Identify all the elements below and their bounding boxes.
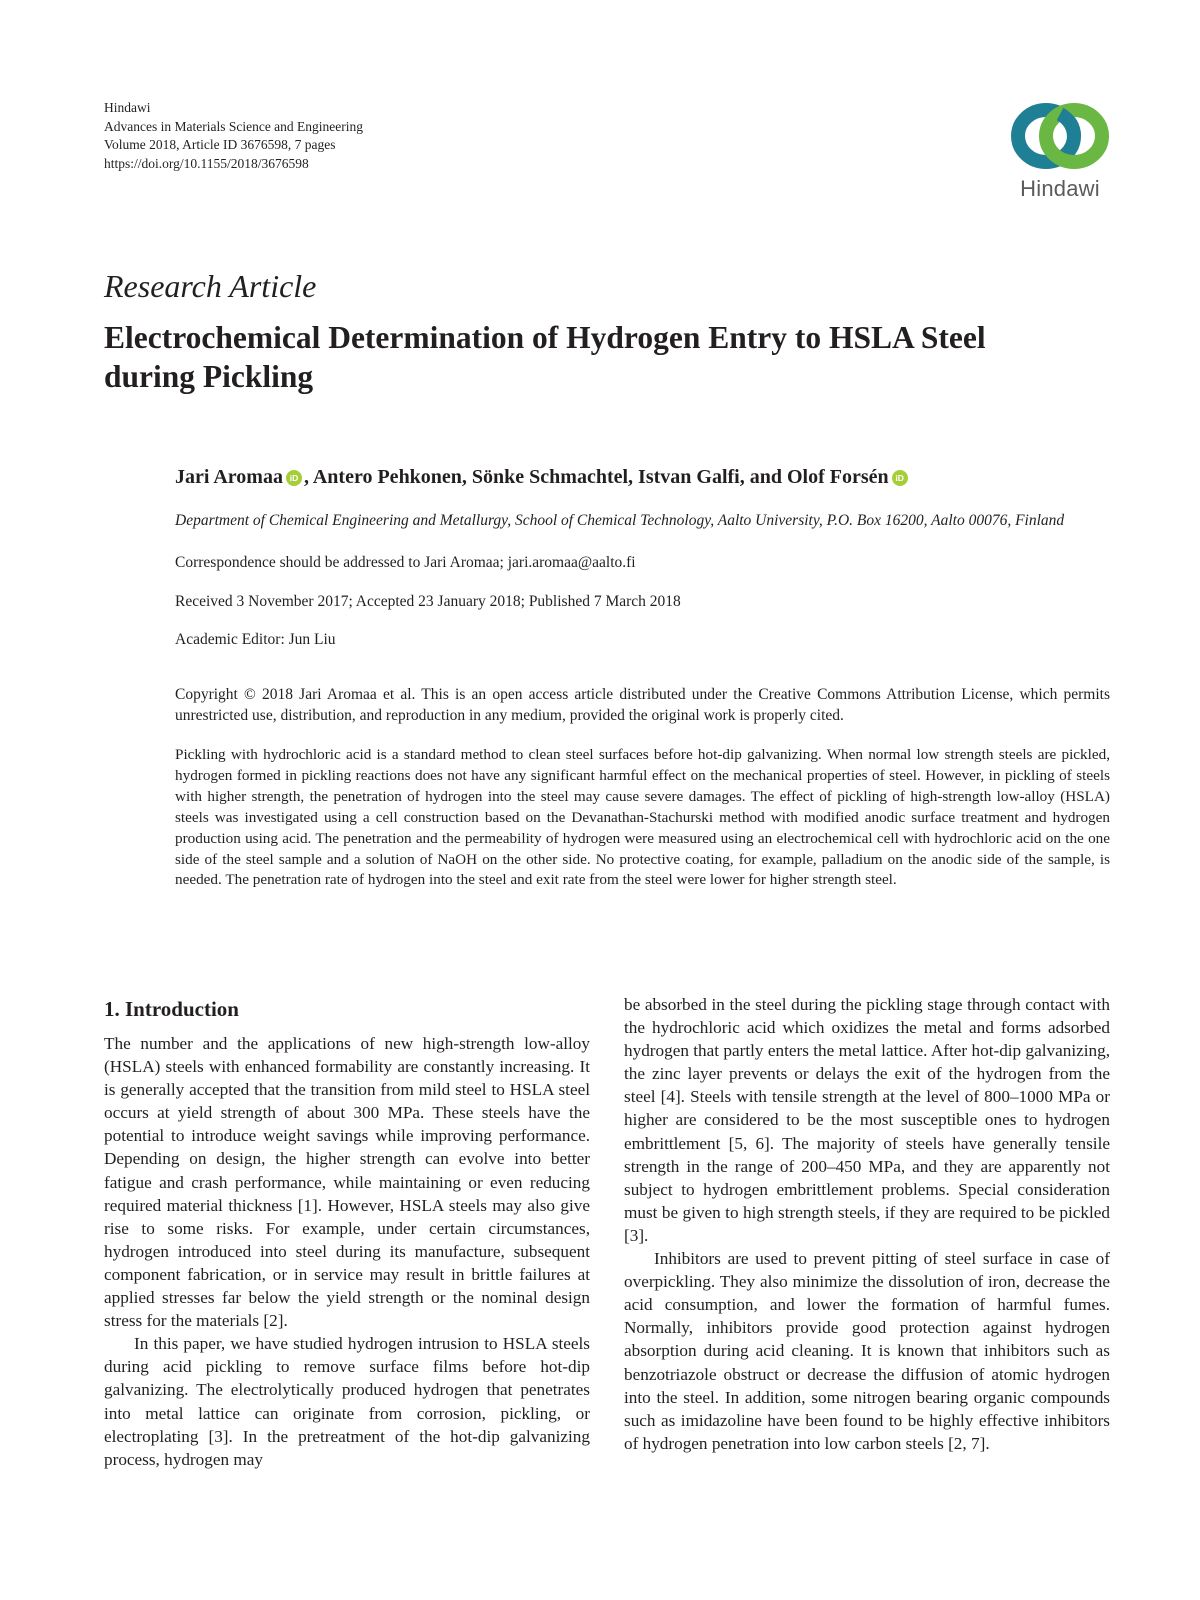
logo-wordmark: Hindawi xyxy=(1020,176,1100,201)
body-paragraph: Inhibitors are used to prevent pitting of steel surface in case of overpickling. They also minimize the dissolution of iron, decrease the acid consumption, and lower the formation of harmful fumes. Normally, inhibitors provide good protection against hydrogen absorption during acid cleaning. It is known that inhibitors such as benzotriazole obstruct or decrease the diffusion of atomic hydrogen into the steel. In addition, some nitrogen bearing organic compounds such as imidazoline have been found to be highly effective inhibitors of hydrogen penetration into low carbon steels [2, 7]. xyxy=(624,1249,1110,1453)
body-paragraph: be absorbed in the steel during the pickling stage through contact with the hydrochloric acid which oxidizes the metal and forms adsorbed hydrogen that partly enters the metal lattice. After hot-dip galvanizing, the zinc layer prevents or delays the exit of the hydrogen from the steel [4]. Steels with tensile strength at the level of 800–1000 MPa or higher are considered to be the most susceptible ones to hydrogen embrittlement [5, 6]. The majority of steels have generally tensile strength in the range of 200–450 MPa, and they are apparently not subject to hydrogen embrittlement problems. Special consideration must be given to high strength steels, if they are required to be pickled [3]. xyxy=(624,995,1110,1245)
publisher-name: Hindawi xyxy=(104,100,151,115)
right-column xyxy=(624,993,1110,1455)
hindawi-logo xyxy=(1004,98,1116,208)
volume-info: Volume 2018, Article ID 3676598, 7 pages xyxy=(104,137,336,152)
orcid-icon[interactable]: iD xyxy=(892,470,908,486)
hindawi-logo-icon xyxy=(1006,98,1114,174)
author-name[interactable]: Olof Forsén xyxy=(786,466,889,488)
author-name[interactable]: Jari Aromaa xyxy=(175,466,283,488)
academic-editor: Academic Editor: Jun Liu xyxy=(175,631,336,648)
copyright-notice: Copyright © 2018 Jari Aromaa et al. This is an open access article distributed under the Creative Commons Attribution License, which permits unrestricted use, distribution, and reproduction in any medium, provided the original work is properly cited. xyxy=(175,686,1110,724)
journal-header xyxy=(104,99,363,173)
correspondence: Correspondence should be addressed to Jari Aromaa; jari.aromaa@aalto.fi xyxy=(175,554,636,571)
left-column xyxy=(104,1032,590,1471)
publication-dates: Received 3 November 2017; Accepted 23 January 2018; Published 7 March 2018 xyxy=(175,593,681,610)
author-names-middle: , Antero Pehkonen, Sönke Schmachtel, Istvan Galfi, and xyxy=(303,466,787,488)
journal-name: Advances in Materials Science and Engineering xyxy=(104,118,364,134)
orcid-icon[interactable]: iD xyxy=(286,470,302,486)
abstract: Pickling with hydrochloric acid is a standard method to clean steel surfaces before hot-dip galvanizing. When normal low strength steels are pickled, hydrogen formed in pickling reactions does not have any significant harmful effect on the mechanical properties of steel. However, in pickling of steels with higher strength, the penetration of hydrogen into the steel may cause severe damages. The effect of pickling of high-strength low-alloy (HSLA) steels was investigated using a cell construction based on the Devanathan-Stachurski method with modified anodic surface treatment and hydrogen production using acid. The penetration and the permeability of hydrogen were measured using an electrochemical cell with hydrochloric acid on the one side of the steel sample and a solution of NaOH on the other side. No protective coating, for example, palladium on the anodic side of the sample, is needed. The penetration rate of hydrogen into the steel and exit rate from the steel were lower for higher strength steel. xyxy=(175,746,1110,889)
doi-link[interactable]: https://doi.org/10.1155/2018/3676598 xyxy=(104,155,309,171)
body-paragraph: In this paper, we have studied hydrogen intrusion to HSLA steels during acid pickling to remove surface films before hot-dip galvanizing. The electrolytically produced hydrogen that penetrates into metal lattice can originate from corrosion, pickling, or electroplating [3]. In the pretreatment of the hot-dip galvanizing process, hydrogen may xyxy=(104,1334,590,1469)
article-type: Research Article xyxy=(104,268,317,304)
affiliation: Department of Chemical Engineering and Metallurgy, School of Chemical Technology, Aalto University, P.O. Box 16200, Aalto 00076, Finland xyxy=(175,512,1065,529)
body-paragraph: The number and the applications of new high-strength low-alloy (HSLA) steels with enhanced formability are constantly increasing. It is generally accepted that the transition from mild steel to HSLA steel occurs at yield strength of about 300 MPa. These steels have the potential to introduce weight savings while improving performance. Depending on design, the higher strength can evolve into better fatigue and crash performance, while maintaining or even reducing required material thickness [1]. However, HSLA steels may also give rise to some risks. For example, under certain circumstances, hydrogen introduced into steel during its manufacture, subsequent component fabrication, or in service may result in brittle failures at applied stresses far below the yield strength or the nominal design stress for the materials [2]. xyxy=(104,1034,590,1331)
article-title: Electrochemical Determination of Hydrogen Entry to HSLA Steel during Pickling xyxy=(104,320,986,394)
author-list xyxy=(175,466,1105,489)
section-heading: 1. Introduction xyxy=(104,997,239,1021)
